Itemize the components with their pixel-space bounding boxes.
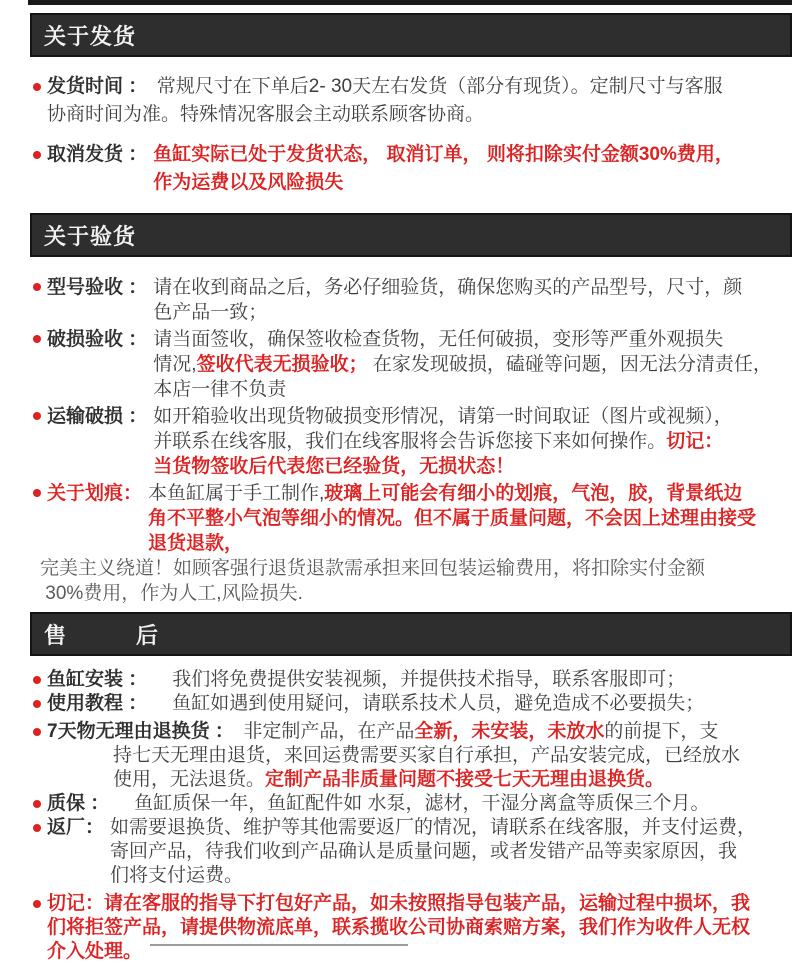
item-text: 常规尺寸在下单后2- 30天左右发货（部分有现货）。定制尺寸与客服 [137, 76, 723, 97]
item-label: 破损验收 ： [47, 329, 148, 350]
item-text: 并联系在线客服，我们在线客服将会告诉您接下来如何操作。 [153, 431, 667, 452]
bullet-item-transport-damage [33, 404, 792, 479]
perfectionist-note [40, 556, 790, 606]
bullet-icon [33, 900, 41, 908]
bullet-item-factory-return [33, 816, 792, 888]
item-label: 取消发货 ： [47, 144, 148, 165]
item-text: 如需要退换货、维护等其他需要返厂的情况，请联系在线客服，并支付运费， [110, 817, 757, 838]
item-text: 们将支付运费。 [110, 865, 244, 886]
item-text-red: 切记： [666, 431, 724, 452]
item-text-red: 作为运费以及风险损失 [153, 172, 344, 193]
section-header-inspection [30, 213, 792, 257]
section-title: 售 后 [44, 622, 160, 648]
item-text: 本鱼缸属于手工制作, [148, 483, 325, 504]
item-text: 鱼缸质保一年，鱼缸配件如 水泵，滤材，干湿分离盒等质保三个月。 [115, 793, 710, 814]
item-label: 使用教程 ： [47, 693, 148, 714]
section-header-shipping [30, 13, 792, 57]
bullet-icon [33, 824, 41, 832]
item-text-red: 鱼缸实际已处于发货状态， 取消订单， 则将扣除实付金额30%费用， [153, 144, 734, 165]
item-text-red: 们将拒签产品，请提供物流底单，联系揽收公司协商索赔方案，我们作为收件人无权 [47, 917, 751, 938]
bullet-item-usage-guide [33, 692, 792, 716]
bullet-item-shipping-time [33, 73, 792, 129]
item-text: 本店一律不负责 [153, 379, 287, 400]
bullet-icon [33, 800, 41, 808]
note-text: 完美主义绕道！如顾客强行退货退款需承担来回包装运输费用，将扣除实付金额 [40, 558, 706, 579]
item-text-red: 角不平整小气泡等细小的情况。但不属于质量问题，不会因上述理由接受 [148, 508, 757, 529]
bullet-icon [33, 151, 41, 159]
item-text: 色产品一致； [153, 302, 268, 323]
item-label: 鱼缸安装 ： [47, 669, 148, 690]
item-text-red: 当货物签收后代表您已经验货，无损状态！ [153, 456, 515, 477]
bullet-item-model-check [33, 275, 792, 325]
top-border-strip [28, 0, 792, 5]
bullet-item-warranty [33, 792, 792, 816]
bullet-item-damage-check [33, 327, 792, 402]
item-text: 使用，无法退货。 [113, 769, 266, 790]
item-text: 持七天无理由退货，来回运费需要买家自行承担，产品安装完成，已经放水 [113, 745, 741, 766]
item-text-red: 全新，未安装，未放水 [414, 721, 605, 742]
item-label: 发货时间 ： [47, 76, 138, 97]
note-text: 30%费用，作为人工,风险损失. [40, 583, 303, 604]
item-text-red: 介入处理。 [47, 941, 143, 962]
item-text: 非定制产品，在产品 [224, 721, 415, 742]
item-text-red: 签收代表无损验收； [196, 354, 368, 375]
item-text: 在家发现破损，磕碰等问题，因无法分清责任， [367, 354, 772, 375]
bullet-icon [33, 489, 41, 497]
bullet-icon [33, 412, 41, 420]
item-text: 情况, [153, 354, 197, 375]
bottom-divider-artifact [150, 944, 408, 946]
section-title: 关于验货 [44, 223, 137, 249]
item-label: 型号验收 ： [47, 277, 148, 298]
item-label: 7天物无理由退换货 ： [47, 721, 225, 742]
item-text: 请当面签收，确保签收检查货物，无任何破损，变形等严重外观损失 [153, 329, 724, 350]
item-text: 寄回产品，待我们收到产品确认是质量问题，或者发错产品等卖家原因，我 [110, 841, 738, 862]
bullet-item-scratches [33, 481, 792, 556]
item-text-red: 退货退款， [148, 533, 244, 554]
item-label: 质保 ： [47, 793, 110, 814]
bullet-item-cancel-shipping [33, 141, 792, 197]
bullet-icon [33, 676, 41, 684]
bullet-item-7day-return [33, 720, 792, 792]
bullet-icon [33, 335, 41, 343]
bullet-icon [33, 83, 41, 91]
bullet-item-remember [33, 892, 792, 964]
item-text: 请在收到商品之后，务必仔细验货，确保您购买的产品型号，尺寸，颜 [153, 277, 743, 298]
bullet-item-tank-install [33, 668, 792, 692]
bullet-icon [33, 728, 41, 736]
section-title: 关于发货 [44, 23, 137, 49]
item-label: 运输破损 ： [47, 406, 148, 427]
bullet-icon [33, 283, 41, 291]
item-text: 如开箱验收出现货物破损变形情况，请第一时间取证（图片或视频）， [153, 406, 733, 427]
item-text: 的前提下，支 [604, 721, 719, 742]
item-text: 协商时间为准。特殊情况客服会主动联系顾客协商。 [47, 104, 485, 125]
item-text: 鱼缸如遇到使用疑问，请联系技术人员，避免造成不必要损失； [153, 693, 705, 714]
item-text-red: 定制产品非质量问题不接受七天无理由退换货。 [265, 769, 665, 790]
item-label: 关于划痕： [47, 483, 143, 504]
section-header-aftersale [30, 612, 792, 656]
bullet-icon [33, 700, 41, 708]
item-text-red: 请在客服的指导下打包好产品，如未按照指导包装产品，运输过程中损坏，我 [104, 893, 751, 914]
item-text-red: 玻璃上可能会有细小的划痕，气泡，胶，背景纸边 [324, 483, 743, 504]
item-label: 返厂： [47, 817, 105, 838]
item-text: 我们将免费提供安装视频，并提供技术指导，联系客服即可； [153, 669, 686, 690]
item-label: 切记： [47, 893, 105, 914]
